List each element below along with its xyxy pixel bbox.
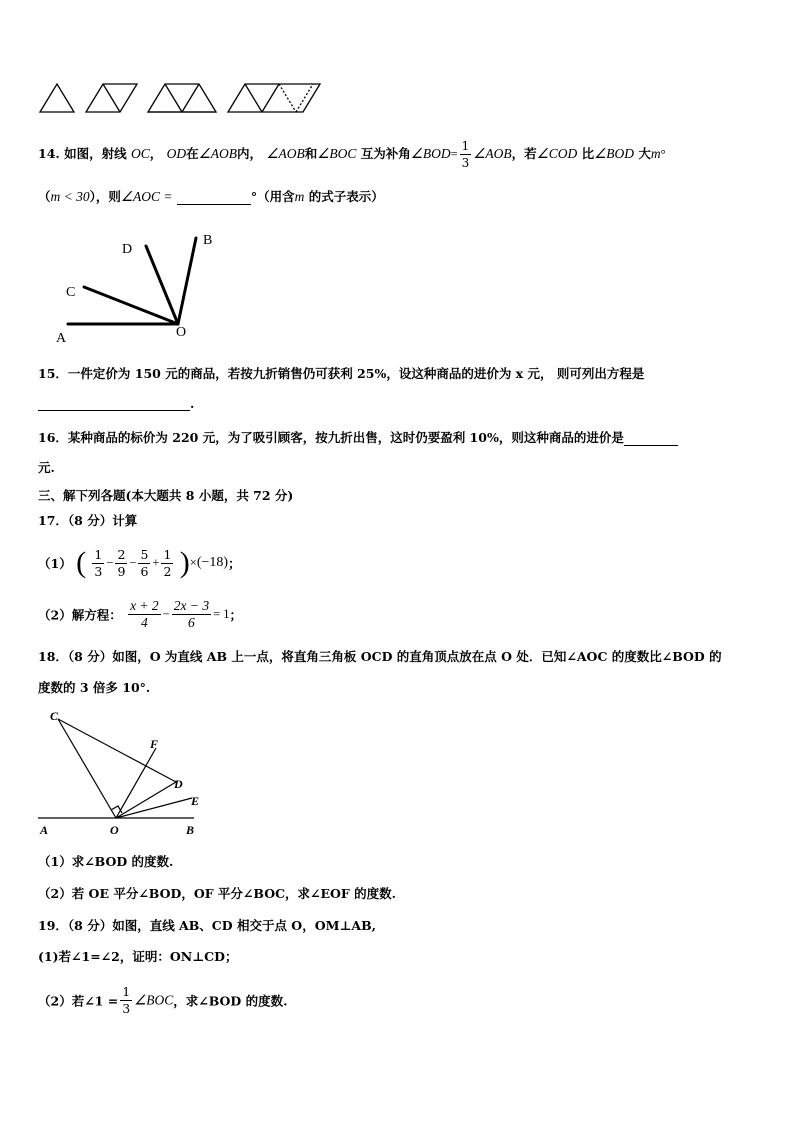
q15-end: . (190, 396, 195, 411)
q18-label-c: C (50, 709, 59, 723)
q18-line1: 18．（8 分）如图，O 为直线 AB 上一点，将直角三角板 OCD 的直角顶点放在点 O 处．已知∠AOC 的度数比∠BOD 的 (38, 649, 722, 664)
q17-eq-frac-2 (172, 598, 211, 631)
q18-label-a: A (40, 823, 49, 837)
q19-angle-boc: ∠BOC (134, 992, 174, 1008)
q17-frac-3 (138, 547, 150, 580)
q14-angle-aob: ∠AOB (198, 146, 237, 161)
q19-sub1: (1)若∠1=∠2，证明：ON⊥CD； (38, 949, 238, 964)
q14-line1 (38, 138, 666, 171)
frac-den: 6 (188, 615, 195, 630)
q18-label-f: F (150, 737, 159, 751)
q19-fraction (120, 984, 132, 1017)
frac-den: 4 (140, 615, 148, 630)
q14-angle-boc: ∠BOC (317, 146, 357, 161)
segment-cd (58, 719, 176, 782)
ray-oe (116, 798, 192, 818)
q14-label-d: D (122, 242, 133, 257)
q17-eq-rhs: = 1 (213, 607, 230, 621)
q14-close: ），则 (89, 189, 121, 204)
frac-num: 2 (117, 546, 126, 562)
q14-oc: OC (130, 146, 150, 161)
q14-frac-num: 1 (461, 139, 470, 153)
q15-text: 15．一件定价为 150 元的商品，若按九折销售仍可获利 25%，设这种商品的进价为 x 元， 则可列出方程是 (38, 366, 645, 381)
q17-eq-frac-1 (128, 598, 161, 631)
q17-part2 (38, 598, 242, 631)
q14-comma: ， (149, 146, 163, 161)
q14-supplement: 互为补角 (360, 146, 411, 161)
q14-m: m (650, 146, 661, 161)
q14-answer-blank[interactable] (177, 190, 251, 205)
q17-p2-label: （2）解方程： (38, 607, 122, 623)
frac-den: 2 (163, 563, 172, 579)
q17-p1-end: ； (228, 556, 241, 571)
q15-answer-line (38, 396, 194, 411)
q17-frac-1 (92, 547, 104, 580)
frac-den: 6 (140, 563, 149, 579)
q14-angle-aoc: ∠AOC = (120, 189, 173, 204)
q14-tail: °（用含 (250, 189, 295, 204)
q16-line1 (38, 428, 678, 446)
q18-label-e: E (191, 794, 200, 808)
q18-sub1: （1）求∠BOD 的度数. (38, 854, 174, 869)
q17-p2-end: ； (229, 607, 243, 623)
ray-of (116, 748, 156, 818)
q17-left-paren: ( (76, 546, 87, 579)
q14-label-o: O (176, 325, 187, 340)
q14-eq: = (450, 147, 458, 161)
q17-eq-minus: − (162, 607, 170, 621)
q14-open: （ (38, 189, 51, 204)
section-3-heading: 三、解下列各题(本大题共 8 小题，共 72 分) (38, 488, 294, 503)
q17-title: 17．（8 分）计算 (38, 513, 138, 528)
triangle-shape (148, 84, 216, 112)
q19-line1: 19．（8 分）如图，直线 AB、CD 相交于点 O，OM⊥AB, (38, 918, 377, 933)
q14-bi: 比 (581, 146, 595, 161)
q18-sub2: （2）若 OE 平分∠BOD，OF 平分∠BOC，求∠EOF 的度数. (38, 886, 397, 901)
triangle-pattern-figure (36, 80, 326, 116)
frac-num: 5 (140, 546, 149, 562)
q16-unit: 元. (38, 460, 55, 475)
q17-times: × (189, 555, 197, 570)
q18-label-b: B (186, 823, 195, 837)
q14-angle-cod: ∠COD (536, 146, 578, 161)
q19-sub2 (38, 984, 287, 1017)
q18-geometry-figure (36, 706, 206, 838)
q17-frac-2 (115, 547, 127, 580)
q18-line2: 度数的 3 倍多 10°. (38, 680, 151, 695)
frac-num: 1 (163, 546, 172, 562)
q15-answer-blank[interactable] (38, 396, 190, 411)
segment-od (116, 782, 176, 818)
q14-label-a: A (56, 331, 67, 346)
q14-fraction (460, 138, 472, 171)
q14-frac-den: 3 (461, 156, 470, 170)
q14-condition: m < 30 (50, 189, 90, 204)
q14-prefix: 14. 如图，射线 (38, 146, 127, 161)
frac-den: 9 (117, 563, 126, 579)
q14-end: 的式子表示） (308, 189, 384, 204)
q14-angle-aob-2: ∠AOB (266, 146, 305, 161)
q14-line2 (38, 187, 384, 205)
q17-neg-group: (−18) (196, 555, 229, 570)
q18-label-o: O (110, 823, 119, 837)
q14-and: 和 (304, 146, 318, 161)
q18-label-d: D (174, 777, 183, 791)
ray-ob (178, 238, 196, 324)
q14-od: OD (166, 146, 187, 161)
q16-text: 16．某种商品的标价为 220 元，为了吸引顾客，按九折出售，这时仍要盈利 10%，则这种商品的进价是 (38, 430, 624, 445)
q17-part1: （1） ( $\frac{1}{3}$ − $\frac{2}{9}$ − $\frac{5}{6}$ + $\frac{1}{2}$ )×(−18)； (38, 546, 241, 579)
triangle-shape (40, 84, 74, 112)
frac-num: x + 2 (130, 598, 159, 613)
q14-label-b: B (203, 233, 213, 248)
q14-angle-aob-3: ∠AOB (473, 146, 512, 161)
q17-right-paren: ) (179, 546, 190, 579)
q14-angle-bod: ∠BOD (410, 146, 451, 161)
frac-num: 1 (94, 546, 103, 562)
q17-neg-value: −18 (201, 555, 224, 570)
q14-da: 大 (638, 146, 651, 161)
q14-angle-figure (50, 228, 230, 348)
q14-m-2: m (294, 189, 305, 204)
q14-ruo: ，若 (511, 146, 537, 161)
q19-sub2-suffix: ，求∠BOD 的度数. (173, 993, 288, 1009)
q14-in: 在 (186, 146, 199, 161)
q17-p1-label: （1） (38, 556, 72, 571)
q14-deg: ° (660, 147, 666, 161)
frac-num: 1 (122, 984, 131, 999)
q14-angle-bod-2: ∠BOD (594, 146, 634, 161)
frac-den: 3 (122, 1001, 131, 1016)
q14-label-c: C (66, 285, 76, 300)
triangle-shape (228, 84, 320, 112)
q17-frac-4 (161, 547, 173, 580)
frac-den: 3 (94, 563, 103, 579)
q14-inside: 内， (236, 146, 262, 161)
frac-num: 2x − 3 (173, 598, 210, 613)
q19-sub2-prefix: （2）若∠1 = (38, 993, 119, 1009)
q16-answer-blank[interactable] (624, 431, 678, 446)
